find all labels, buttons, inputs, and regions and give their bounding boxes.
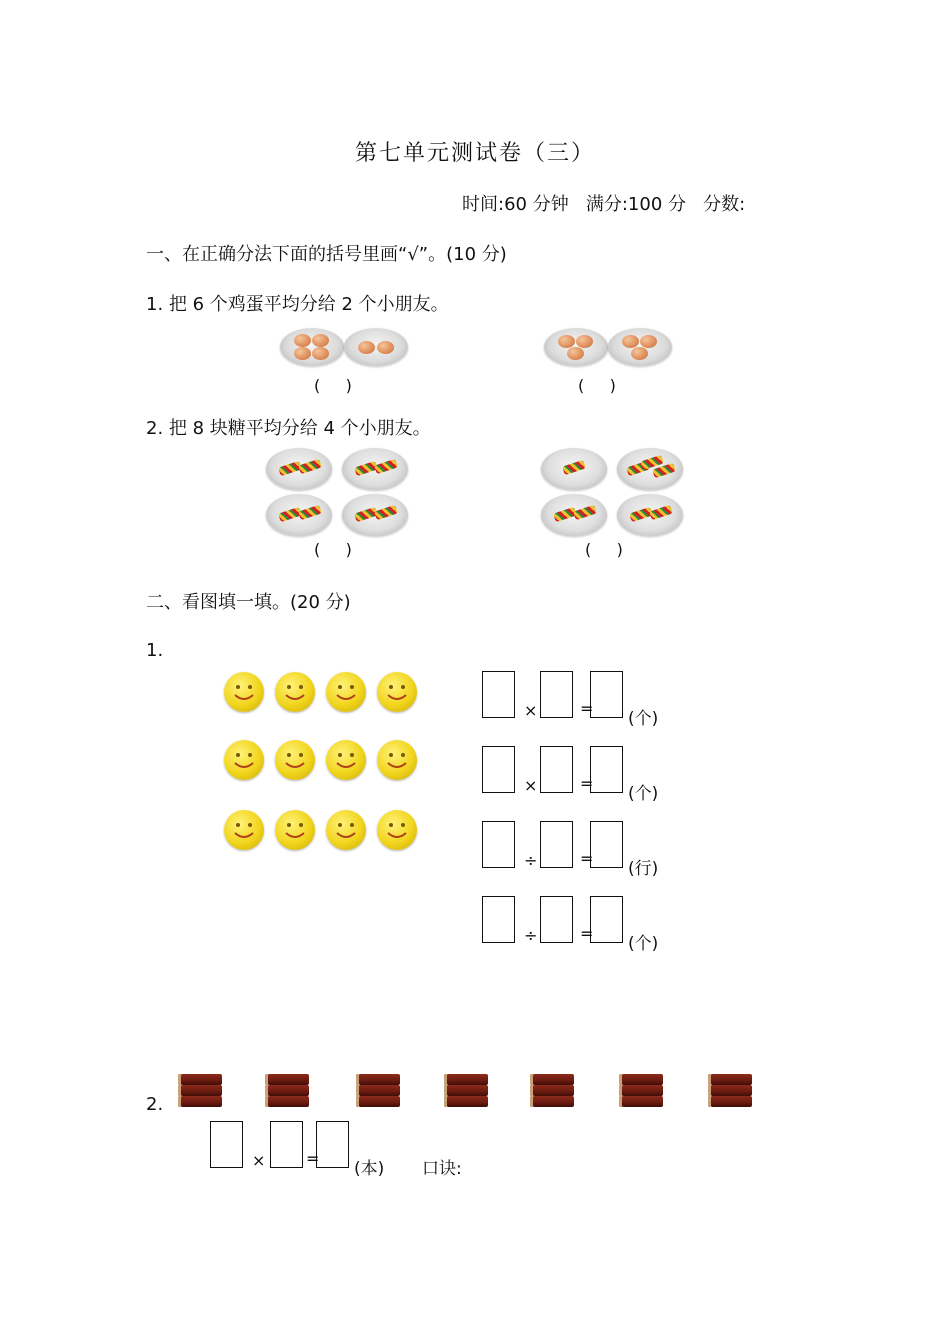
equation-row-1: [482, 671, 682, 729]
candy-icon: [374, 505, 398, 520]
answer-paren-q1-b[interactable]: ( ): [578, 376, 616, 395]
plate-icon: [266, 494, 332, 536]
answer-box[interactable]: [540, 671, 573, 718]
answer-box[interactable]: [540, 746, 573, 793]
plate-icon: [541, 448, 607, 490]
answer-box[interactable]: [482, 896, 515, 943]
egg-icon: [558, 335, 575, 348]
candy-icon: [298, 459, 322, 474]
smiley-face-icon: [377, 740, 417, 780]
answer-box[interactable]: [590, 896, 623, 943]
candy-icon: [374, 459, 398, 474]
egg-icon: [358, 341, 375, 354]
answer-box[interactable]: [590, 671, 623, 718]
plate-icon: [617, 448, 683, 490]
equation-row-4: [482, 896, 682, 954]
plate-icon: [266, 448, 332, 490]
answer-box[interactable]: [210, 1121, 243, 1168]
answer-box[interactable]: [590, 821, 623, 868]
smiley-face-icon: [224, 810, 264, 850]
section-1-heading: 一、在正确分法下面的括号里画“√”。(10 分): [146, 244, 507, 265]
answer-box[interactable]: [270, 1121, 303, 1168]
operator: ÷: [524, 851, 538, 870]
answer-paren-q2-b[interactable]: ( ): [585, 540, 623, 559]
egg-icon: [312, 334, 329, 347]
smiley-face-icon: [275, 672, 315, 712]
egg-option-a: [280, 326, 410, 370]
plate-icon: [541, 494, 607, 536]
candy-icon: [298, 505, 322, 520]
operator: ×: [524, 701, 538, 720]
egg-icon: [622, 335, 639, 348]
operator: ×: [524, 776, 538, 795]
answer-box[interactable]: [482, 671, 515, 718]
candy-icon: [562, 460, 586, 475]
smiley-face-icon: [377, 810, 417, 850]
plate-icon: [344, 328, 408, 366]
candy-option-b: [541, 448, 687, 540]
egg-icon: [631, 347, 648, 360]
section-1-question-2: 2. 把 8 块糖平均分给 4 个小朋友。: [146, 418, 431, 439]
plate-icon: [617, 494, 683, 536]
section-2-question-2-number: 2.: [146, 1094, 164, 1115]
plate-icon: [280, 328, 344, 366]
egg-icon: [294, 347, 311, 360]
smiley-face-icon: [326, 740, 366, 780]
smiley-face-icon: [275, 810, 315, 850]
candy-option-a: [266, 448, 412, 540]
book-stack-icon: [619, 1072, 663, 1110]
answer-paren-q1-a[interactable]: ( ): [314, 376, 352, 395]
egg-icon: [312, 347, 329, 360]
unit-label: (个): [628, 709, 659, 729]
plate-icon: [544, 328, 608, 366]
smiley-face-icon: [224, 672, 264, 712]
book-stack-icon: [530, 1072, 574, 1110]
page-title: 第七单元测试卷（三）: [354, 141, 595, 166]
smiley-face-icon: [224, 740, 264, 780]
unit-label: (个): [628, 934, 659, 954]
answer-box[interactable]: [482, 821, 515, 868]
book-stack-icon: [178, 1072, 222, 1110]
plate-icon: [342, 494, 408, 536]
candy-icon: [573, 505, 597, 520]
book-stack-icon: [356, 1072, 400, 1110]
equation-row-2: [482, 746, 682, 804]
operator: ÷: [524, 926, 538, 945]
section-2-question-1-number: 1.: [146, 640, 164, 661]
smiley-face-icon: [326, 672, 366, 712]
equals-sign: =: [580, 924, 594, 943]
equals-sign: =: [580, 699, 594, 718]
section-1-question-1: 1. 把 6 个鸡蛋平均分给 2 个小朋友。: [146, 294, 449, 315]
section-2-heading: 二、看图填一填。(20 分): [146, 592, 351, 613]
operator: ×: [252, 1151, 266, 1170]
answer-box[interactable]: [482, 746, 515, 793]
egg-icon: [294, 334, 311, 347]
unit-label: (本): [354, 1159, 385, 1179]
smiley-face-icon: [275, 740, 315, 780]
smiley-face-icon: [377, 672, 417, 712]
equals-sign: =: [306, 1149, 320, 1168]
answer-box[interactable]: [590, 746, 623, 793]
equals-sign: =: [580, 849, 594, 868]
answer-box[interactable]: [316, 1121, 349, 1168]
equation-row-books: [210, 1121, 510, 1179]
candy-icon: [649, 505, 673, 520]
rhyme-label: 口诀:: [422, 1159, 462, 1179]
book-stack-icon: [265, 1072, 309, 1110]
book-stacks: [178, 1072, 758, 1114]
exam-meta: 时间:60 分钟 满分:100 分 分数:: [462, 194, 746, 215]
egg-icon: [640, 335, 657, 348]
egg-icon: [576, 335, 593, 348]
egg-icon: [377, 341, 394, 354]
unit-label: (行): [628, 859, 659, 879]
egg-icon: [567, 347, 584, 360]
answer-box[interactable]: [540, 821, 573, 868]
answer-box[interactable]: [540, 896, 573, 943]
unit-label: (个): [628, 784, 659, 804]
egg-option-b: [544, 326, 674, 370]
plate-icon: [342, 448, 408, 490]
smiley-face-icon: [326, 810, 366, 850]
equals-sign: =: [580, 774, 594, 793]
plate-icon: [608, 328, 672, 366]
smiley-grid: [222, 670, 422, 854]
equation-row-3: [482, 821, 682, 879]
book-stack-icon: [708, 1072, 752, 1110]
answer-paren-q2-a[interactable]: ( ): [314, 540, 352, 559]
book-stack-icon: [444, 1072, 488, 1110]
